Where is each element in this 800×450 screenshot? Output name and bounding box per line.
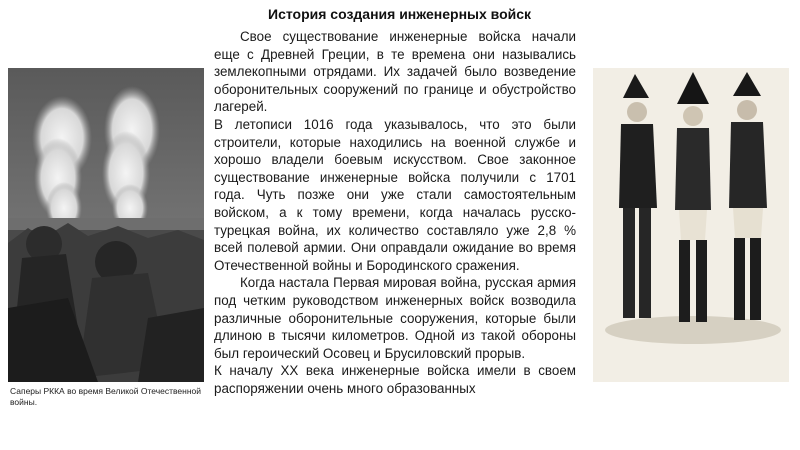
sappers-photo (8, 68, 204, 382)
paragraph-3: Когда настала Первая мировая война, русская армия под четким руководством инженерных войск возводила различные оборонительные сооружения, которые были длиною в тысячи километров. Одной из такой обороны был героический Осовец и Брусиловский прорыв. (214, 275, 576, 361)
uniforms-drawing (593, 68, 789, 382)
body-text (214, 28, 576, 446)
paragraph-4: К началу XX века инженерные войска имели в своем распоряжении очень много образованных (214, 363, 576, 396)
paragraph-1: Свое существование инженерные войска начали еще с Древней Греции, в те времена они назывались землекопными отрядами. Их задачей было возведение оборонительных сооружений по границе и обустройство лагерей. (214, 29, 576, 115)
sappers-photo-drawing (8, 68, 204, 382)
photo-caption: Саперы РККА во время Великой Отечественной войны. (10, 386, 202, 407)
paragraph-2: В летописи 1016 года указывалось, что это были строители, которые находились на военной службе и хорошо владели боевым искусством. Свое законное существование инженерные войска получили с 1701 года. Чуть позже они уже стали самостоятельным войском, а к тому времени, когда началась русско-турецкая война, их количество составляло уже 2,8 % всей полевой армии. Они оправдали ожидание во время Отечественной войны и Бородинского сражения. (214, 116, 576, 273)
engineer-uniforms-illustration (593, 68, 789, 382)
slide-title: История создания инженерных войск (268, 6, 532, 22)
